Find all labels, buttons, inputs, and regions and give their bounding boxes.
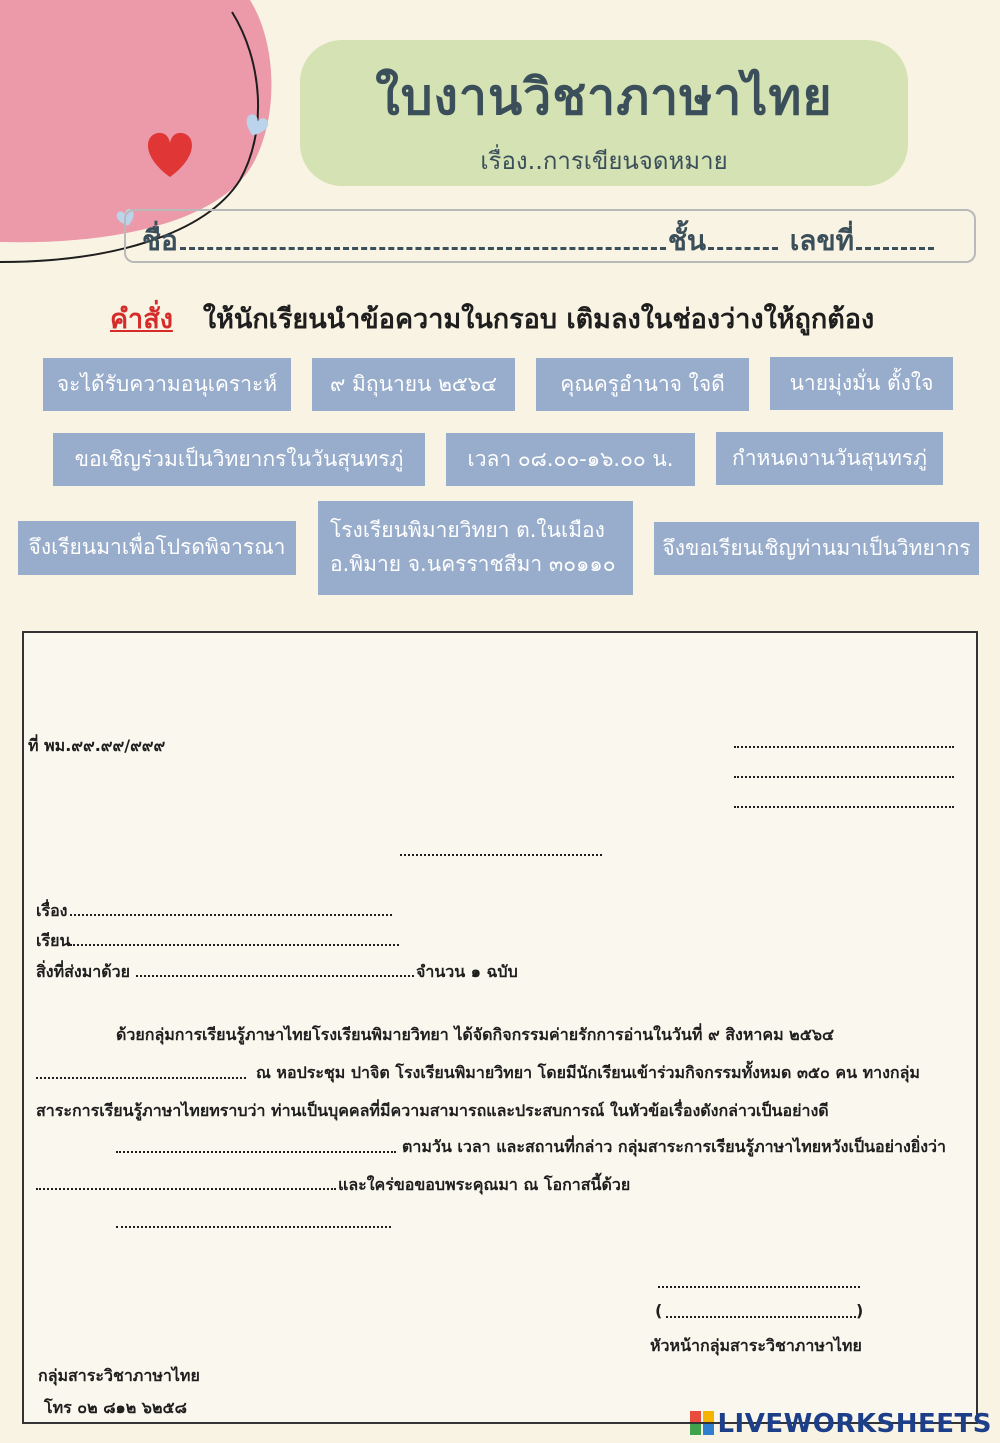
para1-line2: ณ หอประชุม ปาจิต โรงเรียนพิมายวิทยา โดยมีนักเรียนเข้าร่วมกิจกรรมทั้งหมด ๓๕๐ คน ทางกลุ่ม [256, 1063, 920, 1082]
instruction-command: คำสั่ง [110, 304, 173, 335]
liveworksheets-wordmark: LIVEWORKSHEETS [717, 1409, 992, 1439]
department: กลุ่มสาระวิชาภาษาไทย [38, 1366, 200, 1385]
answer-chip[interactable]: กำหนดงานวันสุนทรภู่ [716, 432, 943, 485]
para2-line1: ตามวัน เวลา และสถานที่กล่าว กลุ่มสาระการเรียนรู้ภาษาไทยหวังเป็นอย่างยิ่งว่า [402, 1137, 946, 1156]
answer-chip[interactable]: เวลา ๐๘.๐๐-๑๖.๐๐ น. [446, 433, 695, 486]
instruction-text: ให้นักเรียนนำข้อความในกรอบ เติมลงในช่องว่างให้ถูกต้อง [202, 304, 875, 335]
blank-address-2[interactable] [734, 776, 954, 778]
attachment-label: สิ่งที่ส่งมาด้วย [36, 962, 130, 981]
worksheet-title: ใบงานวิชาภาษาไทย [375, 67, 833, 126]
letter-ref: ที่ พม.๙๙.๙๙/๙๙๙ [28, 736, 166, 755]
number-field[interactable] [856, 221, 934, 250]
letter-frame [22, 631, 978, 1424]
answer-chip[interactable]: นายมุ่งมั่น ตั้งใจ [770, 357, 953, 410]
attachment-count: จำนวน ๑ ฉบับ [416, 962, 518, 981]
to-label: เรียน [36, 931, 71, 950]
blank-closing[interactable] [116, 1226, 391, 1228]
para2-line2: และใคร่ขอขอบพระคุณมา ณ โอกาสนี้ด้วย [338, 1175, 631, 1194]
blank-time[interactable] [36, 1077, 246, 1079]
blank-subject[interactable] [70, 914, 392, 916]
blank-address-3[interactable] [734, 806, 954, 808]
blank-signer-name[interactable] [666, 1316, 856, 1318]
blank-invite[interactable] [116, 1151, 396, 1153]
title-box [300, 40, 908, 186]
class-field[interactable] [708, 221, 778, 250]
blank-date[interactable] [400, 854, 602, 856]
para1-line3: สาระการเรียนรู้ภาษาไทยทราบว่า ท่านเป็นบุคคลที่มีความสามารถและประสบการณ์ ในหัวข้อเรื่องดังกล่าวเป็นอย่างดี [36, 1101, 829, 1120]
blank-to[interactable] [70, 944, 399, 946]
student-info-box [124, 209, 976, 263]
liveworksheets-logo [690, 1409, 992, 1439]
answer-chip-address[interactable]: โรงเรียนพิมายวิทยา ต.ในเมือง อ.พิมาย จ.นครราชสีมา ๓๐๑๑๐ [318, 501, 633, 595]
answer-chip[interactable]: ขอเชิญร่วมเป็นวิทยากรในวันสุนทรภู่ [53, 433, 425, 486]
class-label: ชั้น [667, 224, 706, 257]
worksheet-subtitle: เรื่อง..การเขียนจดหมาย [480, 147, 728, 175]
phone: โทร ๐๒ ๘๑๒ ๖๒๕๘ [44, 1398, 187, 1417]
name-field[interactable] [180, 221, 666, 250]
liveworksheets-badge-icon [690, 1411, 714, 1435]
number-label: เลขที่ [789, 224, 855, 257]
answer-chip[interactable]: ๙ มิถุนายน ๒๕๖๔ [312, 358, 515, 411]
blank-hope[interactable] [36, 1188, 336, 1190]
answer-chip[interactable]: จะได้รับความอนุเคราะห์ [43, 358, 291, 411]
answer-chip[interactable]: คุณครูอำนาจ ใจดี [536, 358, 749, 411]
blank-attachment[interactable] [136, 975, 414, 977]
answer-chip[interactable]: จึงขอเรียนเชิญท่านมาเป็นวิทยากร [654, 522, 979, 575]
blank-address-1[interactable] [734, 746, 954, 748]
instruction [110, 297, 970, 340]
sign-open: ( [655, 1301, 663, 1320]
blank-signature[interactable] [658, 1286, 860, 1288]
sign-position: หัวหน้ากลุ่มสาระวิชาภาษาไทย [650, 1336, 862, 1355]
name-label: ชื่อ [142, 224, 178, 257]
sign-close: ) [856, 1301, 864, 1320]
answer-chip[interactable]: จึงเรียนมาเพื่อโปรดพิจารณา [18, 521, 296, 575]
para1-line1: ด้วยกลุ่มการเรียนรู้ภาษาไทยโรงเรียนพิมายวิทยา ได้จัดกิจกรรมค่ายรักการอ่านในวันที่ ๙ สิงหาคม ๒๕๖๔ [116, 1025, 835, 1044]
subject-label: เรื่อง [36, 901, 68, 920]
